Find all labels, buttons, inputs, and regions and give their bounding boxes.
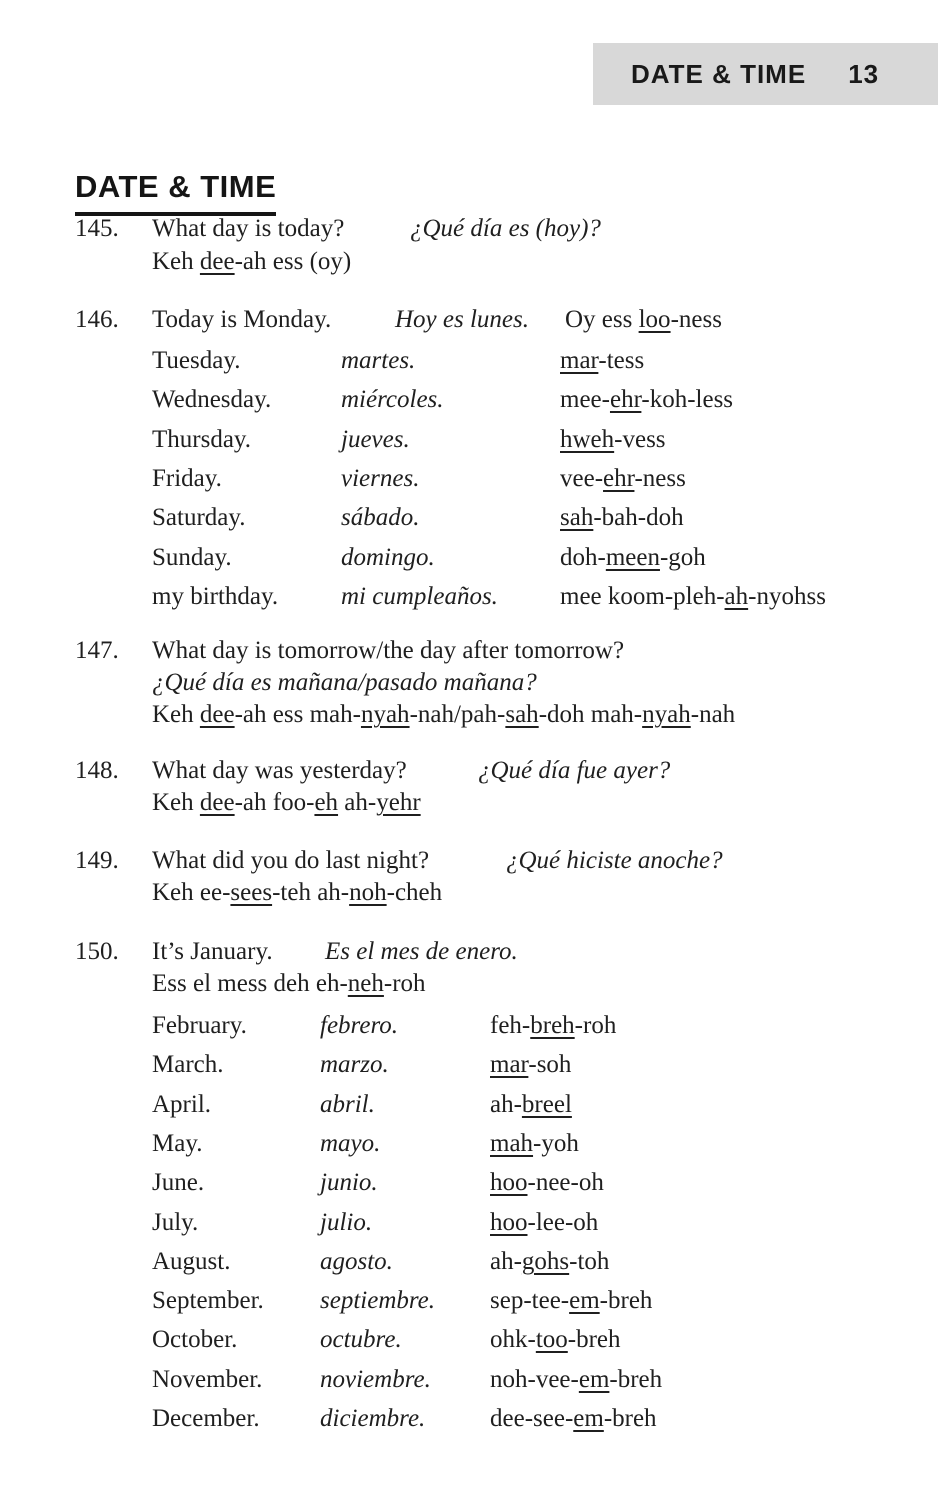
english-text: Thursday. [152,426,252,453]
english-text: February. [152,1012,247,1039]
spanish-text: martes. [341,347,416,374]
english-text: Sunday. [152,544,232,571]
english-text: What day is tomorrow/the day after tomorrow? [152,637,625,664]
english-text: Friday. [152,465,222,492]
english-text: What day was yesterday? [152,757,407,784]
pronunciation-text: mar-soh [490,1051,572,1078]
spanish-text: miércoles. [341,386,444,413]
table-row [0,1248,938,1280]
english-text: Tuesday. [152,347,241,374]
table-row [0,386,938,418]
spanish-text: Es el mes de enero. [325,938,518,965]
table-row [0,1169,938,1201]
pronunciation-text: Keh dee-ah ess mah-nyah-nah/pah-sah-doh mah-nyah-nah [152,701,736,728]
table-row [0,1405,938,1437]
page-header-bar [593,43,938,105]
table-row [0,426,938,458]
pronunciation-text: hoo-lee-oh [490,1209,599,1236]
english-text: It’s January. [152,938,273,965]
pronunciation-text: hweh-vess [560,426,666,453]
table-row [0,544,938,576]
english-text: October. [152,1326,238,1353]
pronunciation-text: vee-ehr-ness [560,465,686,492]
item-number: 149. [75,847,119,874]
english-text: August. [152,1248,231,1275]
spanish-text: Hoy es lunes. [395,306,529,333]
pronunciation-text: noh-vee-em-breh [490,1366,663,1393]
pronunciation-text: sah-bah-doh [560,504,684,531]
pronunciation-text: mar-tess [560,347,645,374]
spanish-text: agosto. [320,1248,393,1275]
spanish-text: julio. [320,1209,373,1236]
spanish-text: ¿Qué día fue ayer? [478,757,671,784]
english-text: What did you do last night? [152,847,430,874]
english-text: Wednesday. [152,386,272,413]
table-row [0,1209,938,1241]
english-text: June. [152,1169,205,1196]
table-row [0,1012,938,1044]
table-row [0,1051,938,1083]
english-text: Saturday. [152,504,246,531]
spanish-text: domingo. [341,544,435,571]
pronunciation-text: Keh dee-ah foo-eh ah-yehr [152,789,421,816]
item-number: 146. [75,306,119,333]
pronunciation-text: hoo-nee-oh [490,1169,604,1196]
pronunciation-text: dee-see-em-breh [490,1405,657,1432]
spanish-text: jueves. [341,426,410,453]
english-text: What day is today? [152,215,345,242]
table-row [0,1326,938,1358]
spanish-text: septiembre. [320,1287,436,1314]
table-row [0,1287,938,1319]
pronunciation-text: doh-meen-goh [560,544,706,571]
spanish-text: marzo. [320,1051,389,1078]
spanish-text: junio. [320,1169,378,1196]
pronunciation-text: feh-breh-roh [490,1012,617,1039]
pronunciation-text: mee koom-pleh-ah-nyohss [560,583,826,610]
spanish-text: ¿Qué día es (hoy)? [410,215,601,242]
table-row [0,465,938,497]
spanish-text: noviembre. [320,1366,431,1393]
item-number: 150. [75,938,119,965]
pronunciation-text: ohk-too-breh [490,1326,621,1353]
english-text: July. [152,1209,199,1236]
spanish-text: sábado. [341,504,420,531]
table-row [0,1366,938,1398]
english-text: my birthday. [152,583,279,610]
spanish-text: ¿Qué día es mañana/pasado mañana? [152,669,537,696]
table-row [0,1130,938,1162]
pronunciation-text: mee-ehr-koh-less [560,386,734,413]
page-number: 13 [848,58,880,89]
running-head-title: DATE & TIME [631,58,807,89]
english-text: Today is Monday. [152,306,332,333]
pronunciation-text: ah-gohs-toh [490,1248,610,1275]
english-text: November. [152,1366,263,1393]
spanish-text: mi cumpleaños. [341,583,498,610]
spanish-text: ¿Qué hiciste anoche? [506,847,723,874]
table-row [0,504,938,536]
spanish-text: viernes. [341,465,420,492]
pronunciation-text: Keh dee-ah ess (oy) [152,248,352,275]
spanish-text: febrero. [320,1012,398,1039]
english-text: September. [152,1287,264,1314]
spanish-text: octubre. [320,1326,402,1353]
pronunciation-text: Keh ee-sees-teh ah-noh-cheh [152,879,443,906]
spanish-text: abril. [320,1091,375,1118]
english-text: May. [152,1130,203,1157]
pronunciation-text: Oy ess loo-ness [565,306,722,333]
pronunciation-text: Ess el mess deh eh-neh-roh [152,970,426,997]
pronunciation-text: ah-breel [490,1091,572,1118]
spanish-text: diciembre. [320,1405,426,1432]
table-row [0,583,938,615]
pronunciation-text: sep-tee-em-breh [490,1287,653,1314]
english-text: December. [152,1405,260,1432]
english-text: March. [152,1051,224,1078]
item-number: 148. [75,757,119,784]
pronunciation-text: mah-yoh [490,1130,579,1157]
section-title: DATE & TIME [75,169,276,216]
table-row [0,347,938,379]
spanish-text: mayo. [320,1130,381,1157]
english-text: April. [152,1091,212,1118]
table-row [0,1091,938,1123]
item-number: 145. [75,215,119,242]
item-number: 147. [75,637,119,664]
